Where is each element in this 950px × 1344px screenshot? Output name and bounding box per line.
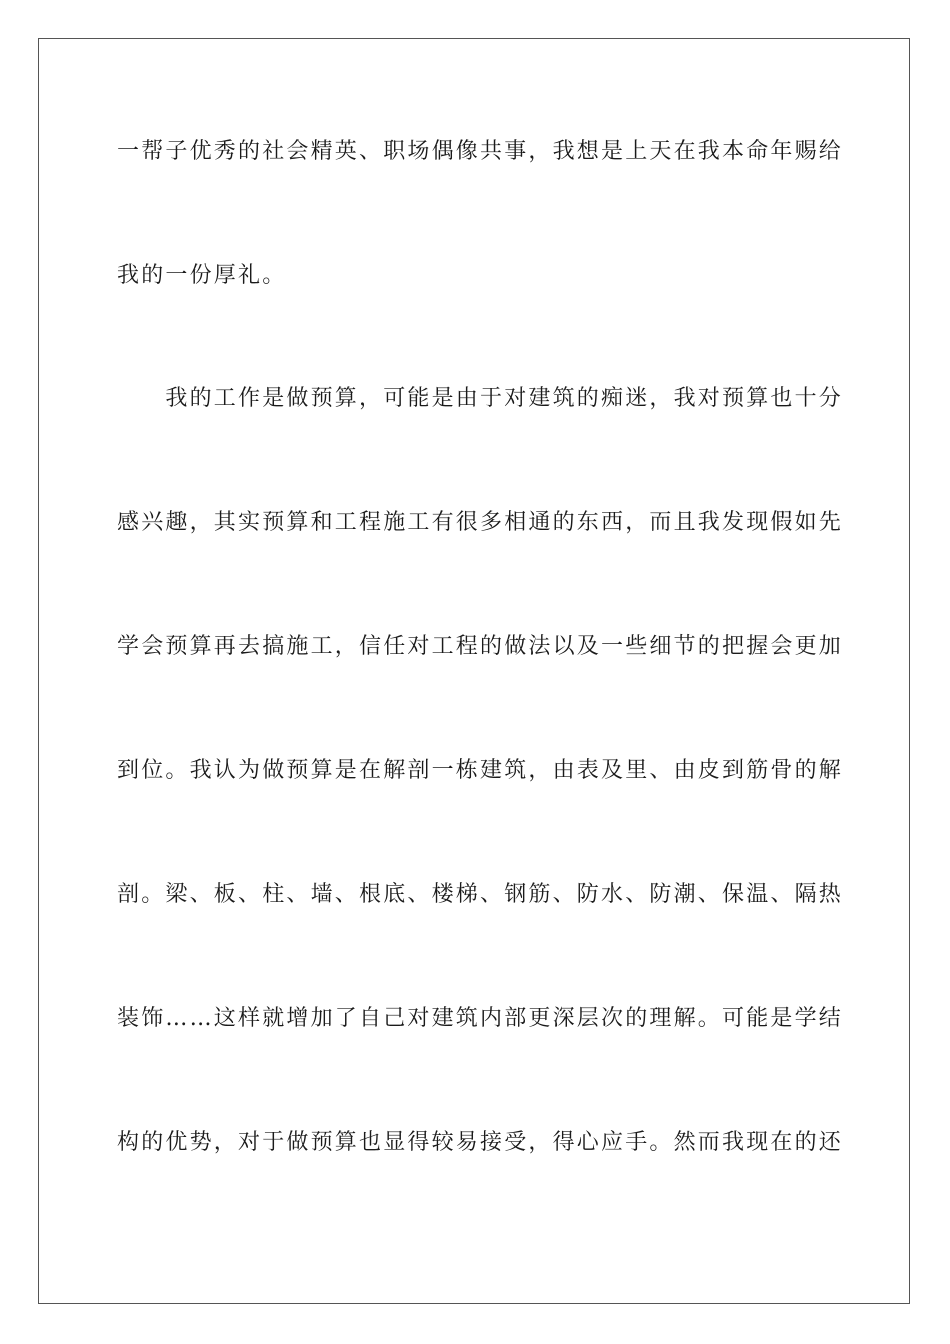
paragraph-line: 剖。梁、板、柱、墙、根底、楼梯、钢筋、防水、防潮、保温、隔热 xyxy=(117,882,844,907)
paragraph-line: 学会预算再去搞施工，信任对工程的做法以及一些细节的把握会更加 xyxy=(117,634,844,659)
paragraph-line: 构的优势，对于做预算也显得较易接受，得心应手。然而我现在的还 xyxy=(117,1130,844,1155)
paragraph-line: 装饰……这样就增加了自己对建筑内部更深层次的理解。可能是学结 xyxy=(117,1006,844,1031)
paragraph-line: 感兴趣，其实预算和工程施工有很多相通的东西，而且我发现假如先 xyxy=(117,510,844,535)
paragraph-line: 一帮子优秀的社会精英、职场偶像共事，我想是上天在我本命年赐给 xyxy=(117,139,844,164)
paragraph-line: 我的一份厚礼。 xyxy=(117,263,287,288)
paragraph-line: 我的工作是做预算，可能是由于对建筑的痴迷，我对预算也十分 xyxy=(117,386,844,411)
page-border xyxy=(38,38,910,1304)
paragraph-line: 到位。我认为做预算是在解剖一栋建筑，由表及里、由皮到筋骨的解 xyxy=(117,758,844,783)
